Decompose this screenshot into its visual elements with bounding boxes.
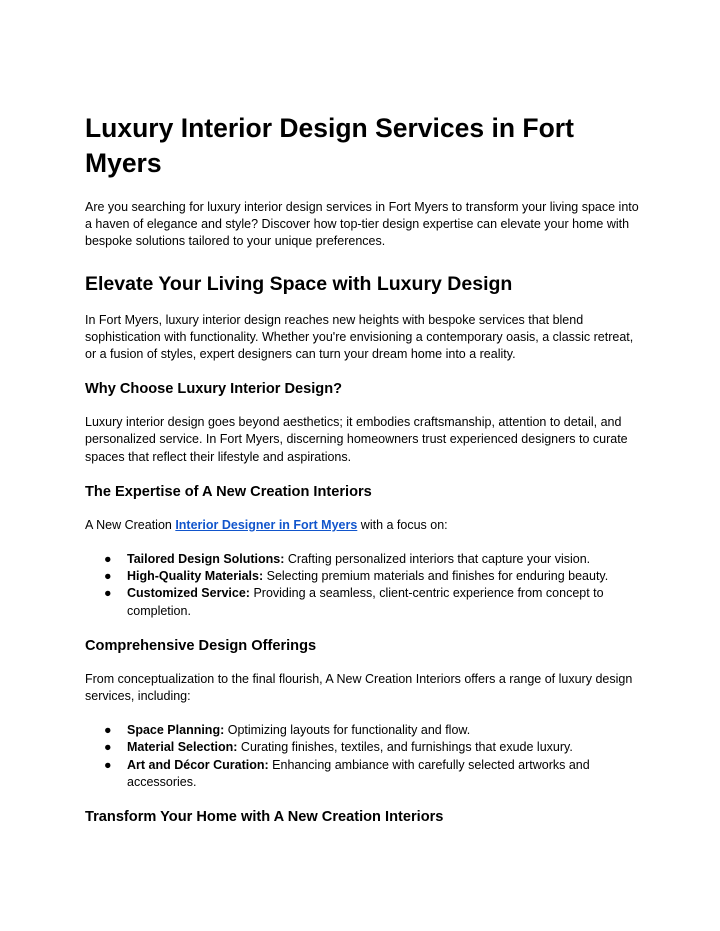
list-item-label: Art and Décor Curation: xyxy=(127,757,269,772)
list-item-label: Tailored Design Solutions: xyxy=(127,552,285,567)
list-item-label: Space Planning: xyxy=(127,723,225,738)
heading-why-choose: Why Choose Luxury Interior Design? xyxy=(85,381,343,398)
list-item-label: Material Selection: xyxy=(127,740,238,755)
offerings-list xyxy=(85,722,640,791)
bullet-icon: ● xyxy=(104,569,112,584)
bullet-icon: ● xyxy=(104,740,112,755)
page-title: Luxury Interior Design Services in Fort Myers xyxy=(85,113,574,178)
heading-offerings: Comprehensive Design Offerings xyxy=(85,637,317,654)
list-item-text: Curating finishes, textiles, and furnishings that exude luxury. xyxy=(237,740,573,755)
paragraph-why-choose: Luxury interior design goes beyond aesthetics; it embodies craftsmanship, attention to detail, and personalized service. In Fort Myers, discerning homeowners trust experienced designers to curate spaces that reflect their lifestyle and aspirations. xyxy=(85,415,628,464)
bullet-icon: ● xyxy=(104,723,112,738)
heading-transform: Transform Your Home with A New Creation Interiors xyxy=(85,809,444,826)
bullet-icon: ● xyxy=(104,757,112,772)
intro-paragraph: Are you searching for luxury interior design services in Fort Myers to transform your living space into a haven of elegance and style? Discover how top-tier design expertise can elevate your home with bespoke solutions tailored to your unique preferences. xyxy=(85,200,639,249)
list-item xyxy=(85,757,640,791)
list-item xyxy=(85,551,640,568)
list-item-text: Enhancing ambiance with carefully selected artworks and accessories. xyxy=(127,757,590,789)
list-item xyxy=(85,568,640,585)
list-item xyxy=(85,739,640,756)
expertise-prefix-text: A New Creation xyxy=(85,517,176,532)
list-item-text: Optimizing layouts for functionality and flow. xyxy=(224,723,471,738)
list-item-text: Selecting premium materials and finishes for enduring beauty. xyxy=(263,569,609,584)
list-item-label: High-Quality Materials: xyxy=(127,569,264,584)
paragraph-offerings: From conceptualization to the final flourish, A New Creation Interiors offers a range of luxury design services, including: xyxy=(85,671,633,704)
paragraph-elevate: In Fort Myers, luxury interior design reaches new heights with bespoke services that blend sophistication with functionality. Whether you're envisioning a contemporary oasis, a classic retreat, or a fusion of styles, expert designers can turn your dream home into a reality. xyxy=(85,312,634,362)
expertise-list xyxy=(85,551,640,620)
list-item-text: Crafting personalized interiors that capture your vision. xyxy=(284,552,591,567)
bullet-icon: ● xyxy=(104,552,112,567)
expertise-suffix-text: with a focus on: xyxy=(357,517,448,532)
list-item-label: Customized Service: xyxy=(127,586,250,601)
list-item-text: Providing a seamless, client-centric experience from concept to completion. xyxy=(127,586,604,618)
paragraph-expertise xyxy=(85,517,640,534)
heading-expertise: The Expertise of A New Creation Interiors xyxy=(85,483,372,500)
list-item xyxy=(85,585,640,619)
list-item xyxy=(85,722,640,739)
bullet-icon: ● xyxy=(104,586,112,601)
heading-elevate: Elevate Your Living Space with Luxury Design xyxy=(85,272,513,295)
interior-designer-link[interactable]: Interior Designer in Fort Myers xyxy=(175,517,358,532)
